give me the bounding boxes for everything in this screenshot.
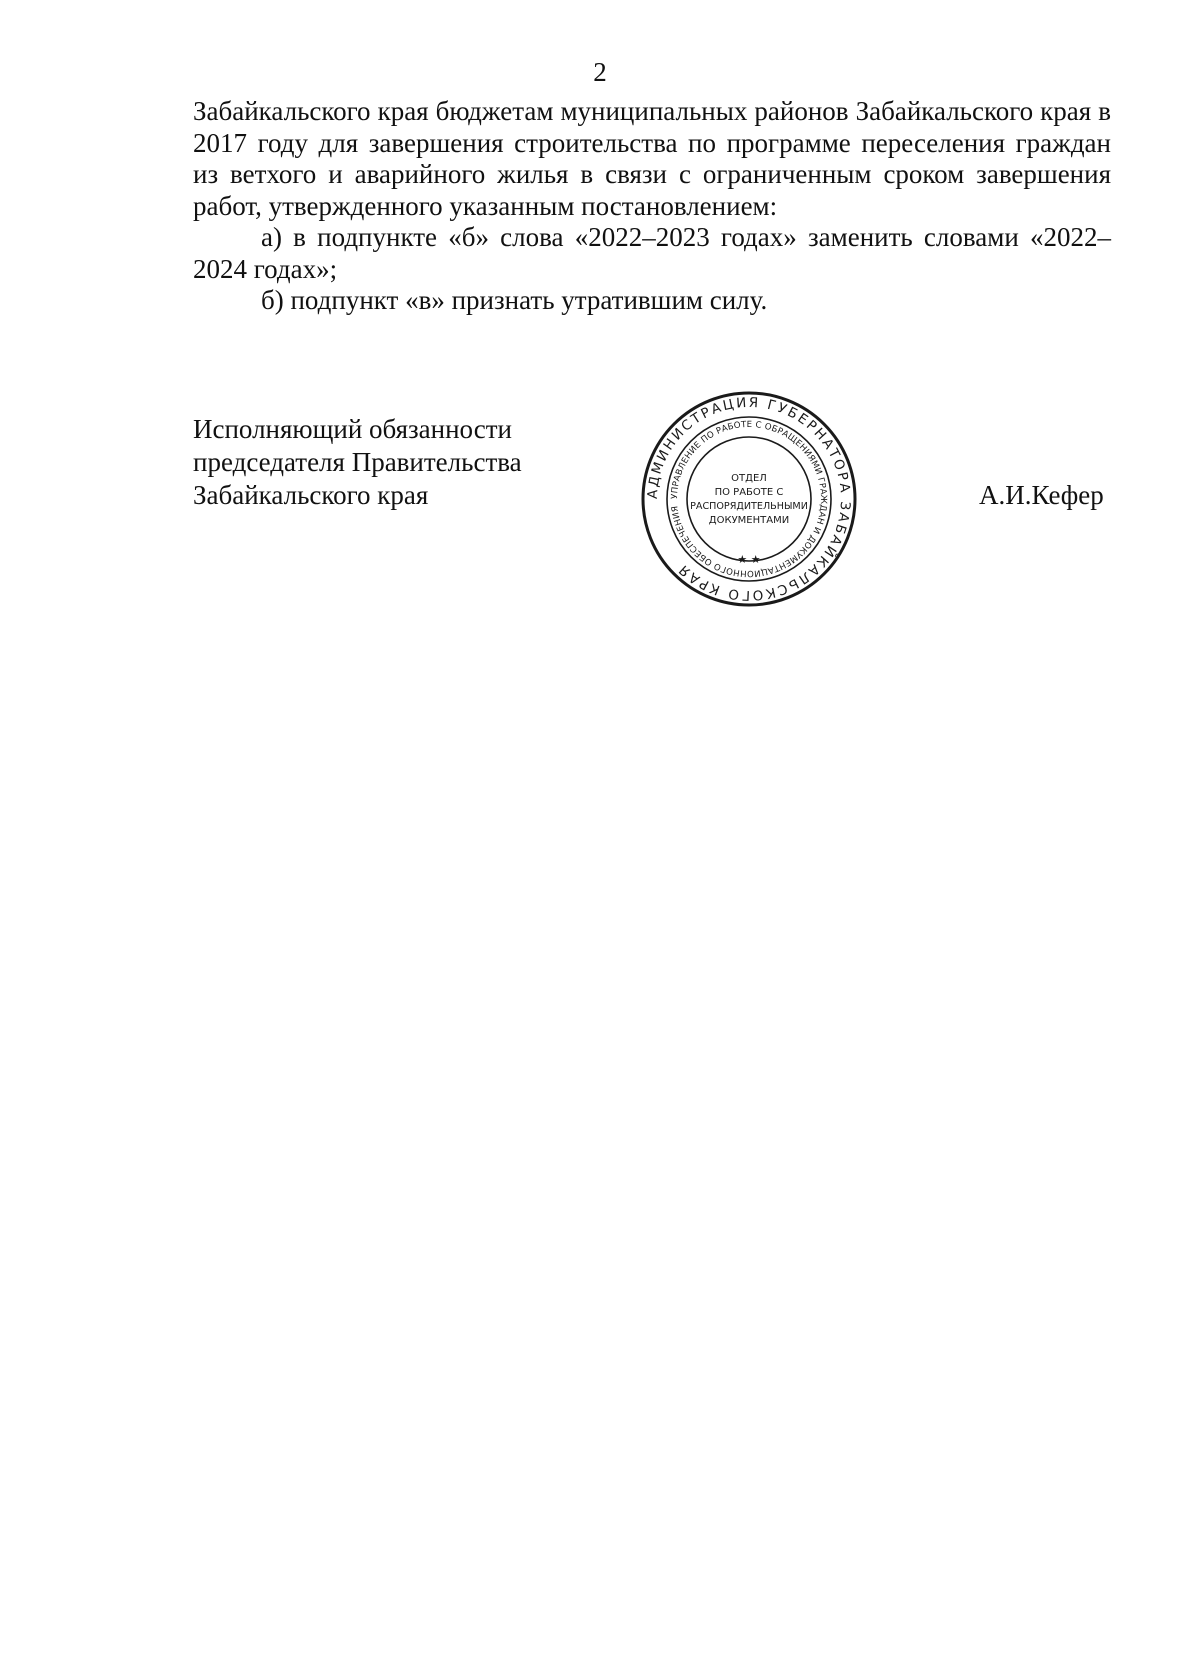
seal-graphic	[638, 388, 860, 610]
seal-inner-ring	[687, 437, 811, 561]
seal-center-line: РАСПОРЯДИТЕЛЬНЫМИ	[690, 501, 808, 512]
signatory-title-line: Исполняющий обязанности	[193, 414, 512, 444]
seal-center-line: ДОКУМЕНТАМИ	[708, 515, 790, 526]
paragraph-1: Забайкальского края бюджетам муниципальных районов Забайкальского края в 2017 году для завершения строительства по программе переселения граждан из ветхого и аварийного жилья в связи с ограниченным сроком завершения работ, утвержденного указанным постановлением:	[193, 96, 1111, 221]
seal-outer-text: АДМИНИСТРАЦИЯ ГУБЕРНАТОРА ЗАБАЙКАЛЬСКОГО КРАЯ	[644, 394, 854, 604]
signer-name: А.И.Кефер	[979, 480, 1104, 510]
seal-star-icon: ★ ★	[737, 553, 761, 566]
seal-center-line: ОТДЕЛ	[731, 473, 767, 484]
paragraph-3-item-b: б) подпункт «в» признать утратившим силу.	[261, 285, 768, 315]
official-seal	[638, 388, 860, 610]
seal-center-line: ПО РАБОТЕ С	[714, 487, 784, 498]
paragraph-2-item-a: а) в подпункте «б» слова «2022–2023 годах» заменить словами «2022–2024 годах»;	[193, 222, 1111, 284]
signatory-title-line: Забайкальского края	[193, 480, 429, 510]
page-number: 2	[593, 57, 607, 87]
signatory-title	[193, 413, 573, 512]
document-body	[193, 96, 1111, 317]
signatory-title-line: председателя Правительства	[193, 447, 522, 477]
seal-inner-text: УПРАВЛЕНИЕ ПО РАБОТЕ С ОБРАЩЕНИЯМИ ГРАЖДАН И ДОКУМЕНТАЦИОННОГО ОБЕСПЕЧЕНИЯ	[669, 419, 829, 579]
